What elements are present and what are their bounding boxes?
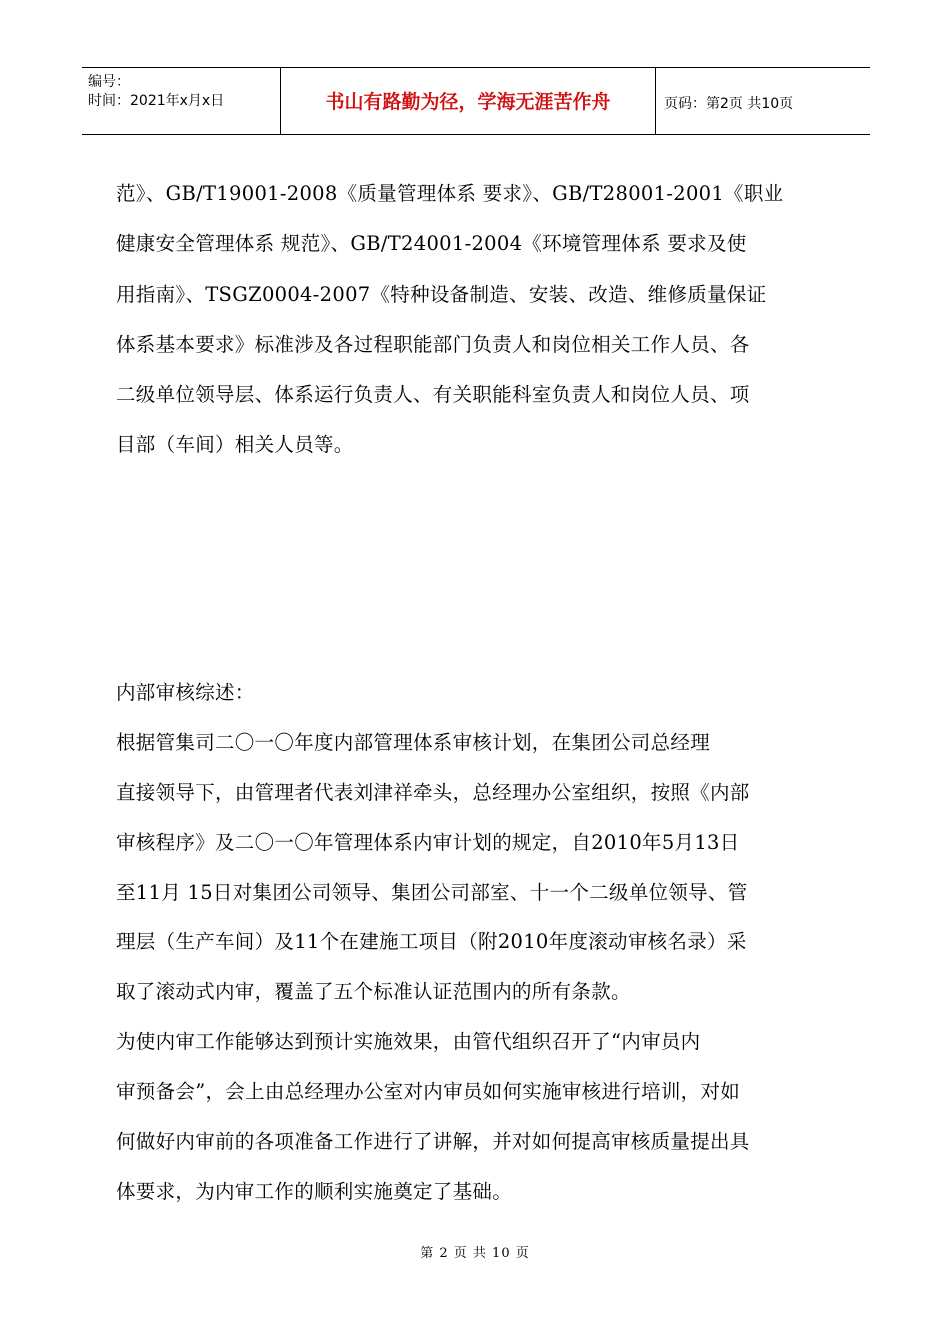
body-line: 取了滚动式内审，覆盖了五个标准认证范围内的所有条款。 (116, 980, 631, 1003)
body-line: 体系基本要求》标准涉及各过程职能部门负责人和岗位相关工作人员、各 (116, 333, 750, 356)
body-line: 直接领导下，由管理者代表刘津祥牵头，总经理办公室组织，按照《内部 (116, 781, 750, 804)
body-line: 范》、GB/T19001-2008《质量管理体系 要求》、GB/T28001-2001《职业 (116, 182, 784, 205)
body-line: 审核程序》及二〇一〇年管理体系内审计划的规定，自2010年5月13日 (116, 831, 740, 854)
page-footer: 第 2 页 共 10 页 (420, 1246, 530, 1261)
body-line: 用指南》、TSGZ0004-2007《特种设备制造、安装、改造、维修质量保证 (116, 283, 767, 306)
header-meta-cell (82, 68, 281, 134)
document-header (82, 67, 870, 135)
date-label: 时间：2021年x月x日 (88, 93, 225, 109)
body-line: 目部（车间）相关人员等。 (116, 433, 354, 456)
body-line: 审预备会”，会上由总经理办公室对内审员如何实施审核进行培训，对如 (116, 1080, 741, 1103)
header-motto: 书山有路勤为径，学海无涯苦作舟 (325, 91, 611, 113)
header-page-cell (656, 68, 870, 134)
serial-number-label: 编号： (88, 74, 130, 90)
header-page-number: 页码：第2页 共10页 (664, 96, 794, 112)
body-line: 理层（生产车间）及11个在建施工项目（附2010年度滚动审核名录）采 (116, 930, 747, 953)
section-heading: 内部审核综述： (116, 681, 255, 704)
header-motto-cell (281, 68, 656, 134)
body-line: 何做好内审前的各项准备工作进行了讲解，并对如何提高审核质量提出具 (116, 1130, 750, 1153)
body-line: 至11月 15日对集团公司领导、集团公司部室、十一个二级单位领导、管 (116, 881, 748, 904)
body-line: 根据管集司二〇一〇年度内部管理体系审核计划，在集团公司总经理 (116, 731, 711, 754)
body-line: 二级单位领导层、体系运行负责人、有关职能科室负责人和岗位人员、项 (116, 383, 750, 406)
body-line: 为使内审工作能够达到预计实施效果，由管代组织召开了“内审员内 (116, 1030, 701, 1053)
body-line: 体要求，为内审工作的顺利实施奠定了基础。 (116, 1180, 513, 1203)
body-line: 健康安全管理体系 规范》、GB/T24001-2004《环境管理体系 要求及使 (116, 232, 747, 255)
